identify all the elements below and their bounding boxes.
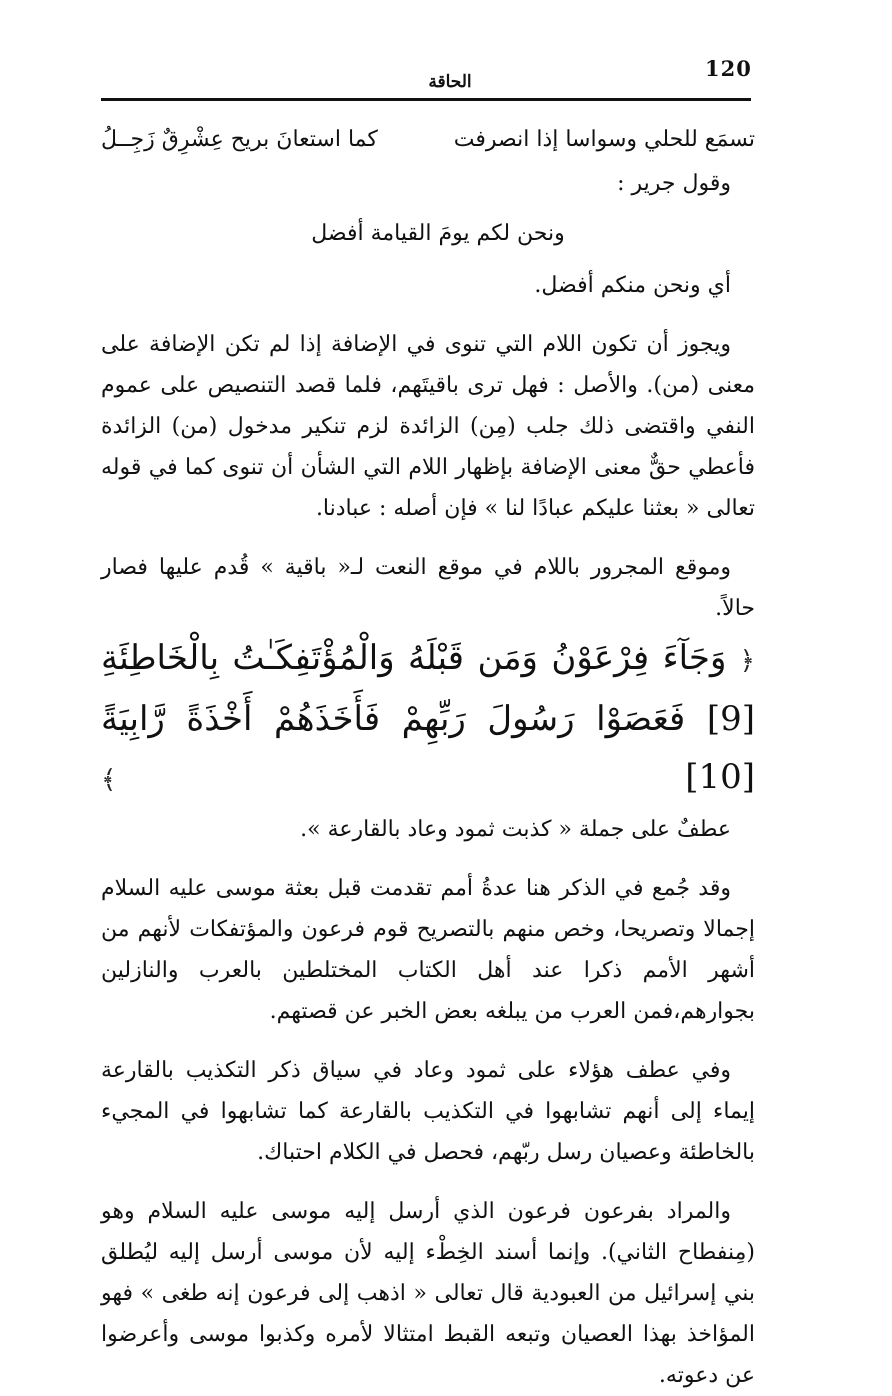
paragraph-atf: عطفٌ على جملة « كذبت ثمود وعاد بالقارعة ». [300,817,731,842]
running-title: الحاقة [428,72,472,92]
header-rule [101,98,751,101]
quran-verse-text: وَجَآءَ فِرْعَوْنُ وَمَن قَبْلَهُ وَالْمُؤْتَفِكَـٰتُ بِالْخَاطِئَةِ [9] فَعَصَوْا رَسُولَ رَبِّهِمْ فَأَخَذَهُمْ أَخْذَةً رَّابِيَةً [10] [101,638,755,797]
quran-close-ornament: ﴾ [101,765,117,795]
page-number: 120 [705,56,752,81]
paragraph-tashabuh: وفي عطف هؤلاء على ثمود وعاد في سياق ذكر التكذيب بالقارعة إيماء إلى أنهم تشابهوا في التكذيب بالقارعة كما تشابهوا في المجيء بالخاطئة وعصيان رسل ربّهم، فحصل في الكلام احتباك. [101,1058,755,1165]
paragraph-jarir-intro: وقول جرير : [617,171,731,196]
verse-first-hemistich: تسمَع للحلي وسواسا إذا انصرفت [453,127,755,152]
paragraph-majrur: وموقع المجرور باللام في موقع النعت لـ« باقية » قُدم عليها فصار حالاً. [101,555,755,621]
paragraph-explanation: أي ونحن منكم أفضل. [534,273,731,298]
page-content [101,118,755,1396]
paragraph-umam: وقد جُمع في الذكر هنا عدةُ أمم تقدمت قبل بعثة موسى عليه السلام إجمالا وتصريحا، وخص منهم بالتصريح قوم فرعون والمؤتفكات لأنهم من أشهر الأمم ذكرا عند أهل الكتاب المختلطين بالعرب والنازلين بجوارهم،فمن العرب من يبلغه بعض الخبر عن قصتهم. [101,876,755,1024]
poetry-verse-jarir: ونحن لكم يومَ القيامة أفضل [311,221,565,246]
paragraph-firawn: والمراد بفرعون فرعون الذي أرسل إليه موسى عليه السلام وهو (مِنفطاح الثاني). وإنما أسند الخِطْء إليه لأن موسى أرسل إليه ليُطلق بني إسرائيل من العبودية قال تعالى « اذهب إلى فرعون إنه طغى » فهو المؤاخذ بهذا العصيان وتبعه القبط امتثالا لأمره وكذبوا موسى وأعرضوا عن دعوته. [101,1199,755,1388]
quran-open-ornament: ﴿ [739,646,756,676]
paragraph-idafa: ويجوز أن تكون اللام التي تنوى في الإضافة إذا لم تكن الإضافة على معنى (من). والأصل : فهل ترى باقيتَهم، فلما قصد التنصيص على عموم النفي واقتضى ذلك جلب (مِن) الزائدة لزم تنكير مدخول (من) الزائدة فأعطي حقٌّ معنى الإضافة بإظهار اللام التي الشأن أن تنوى كما في قوله تعالى « بعثنا عليكم عبادًا لنا » فإن أصله : عبادنا. [101,332,755,521]
quran-verse [101,629,755,809]
verse-second-hemistich: كما استعانَ بريح عِشْرِقٌ زَجِــلُ [101,127,378,152]
poetry-verse-line [101,118,755,162]
